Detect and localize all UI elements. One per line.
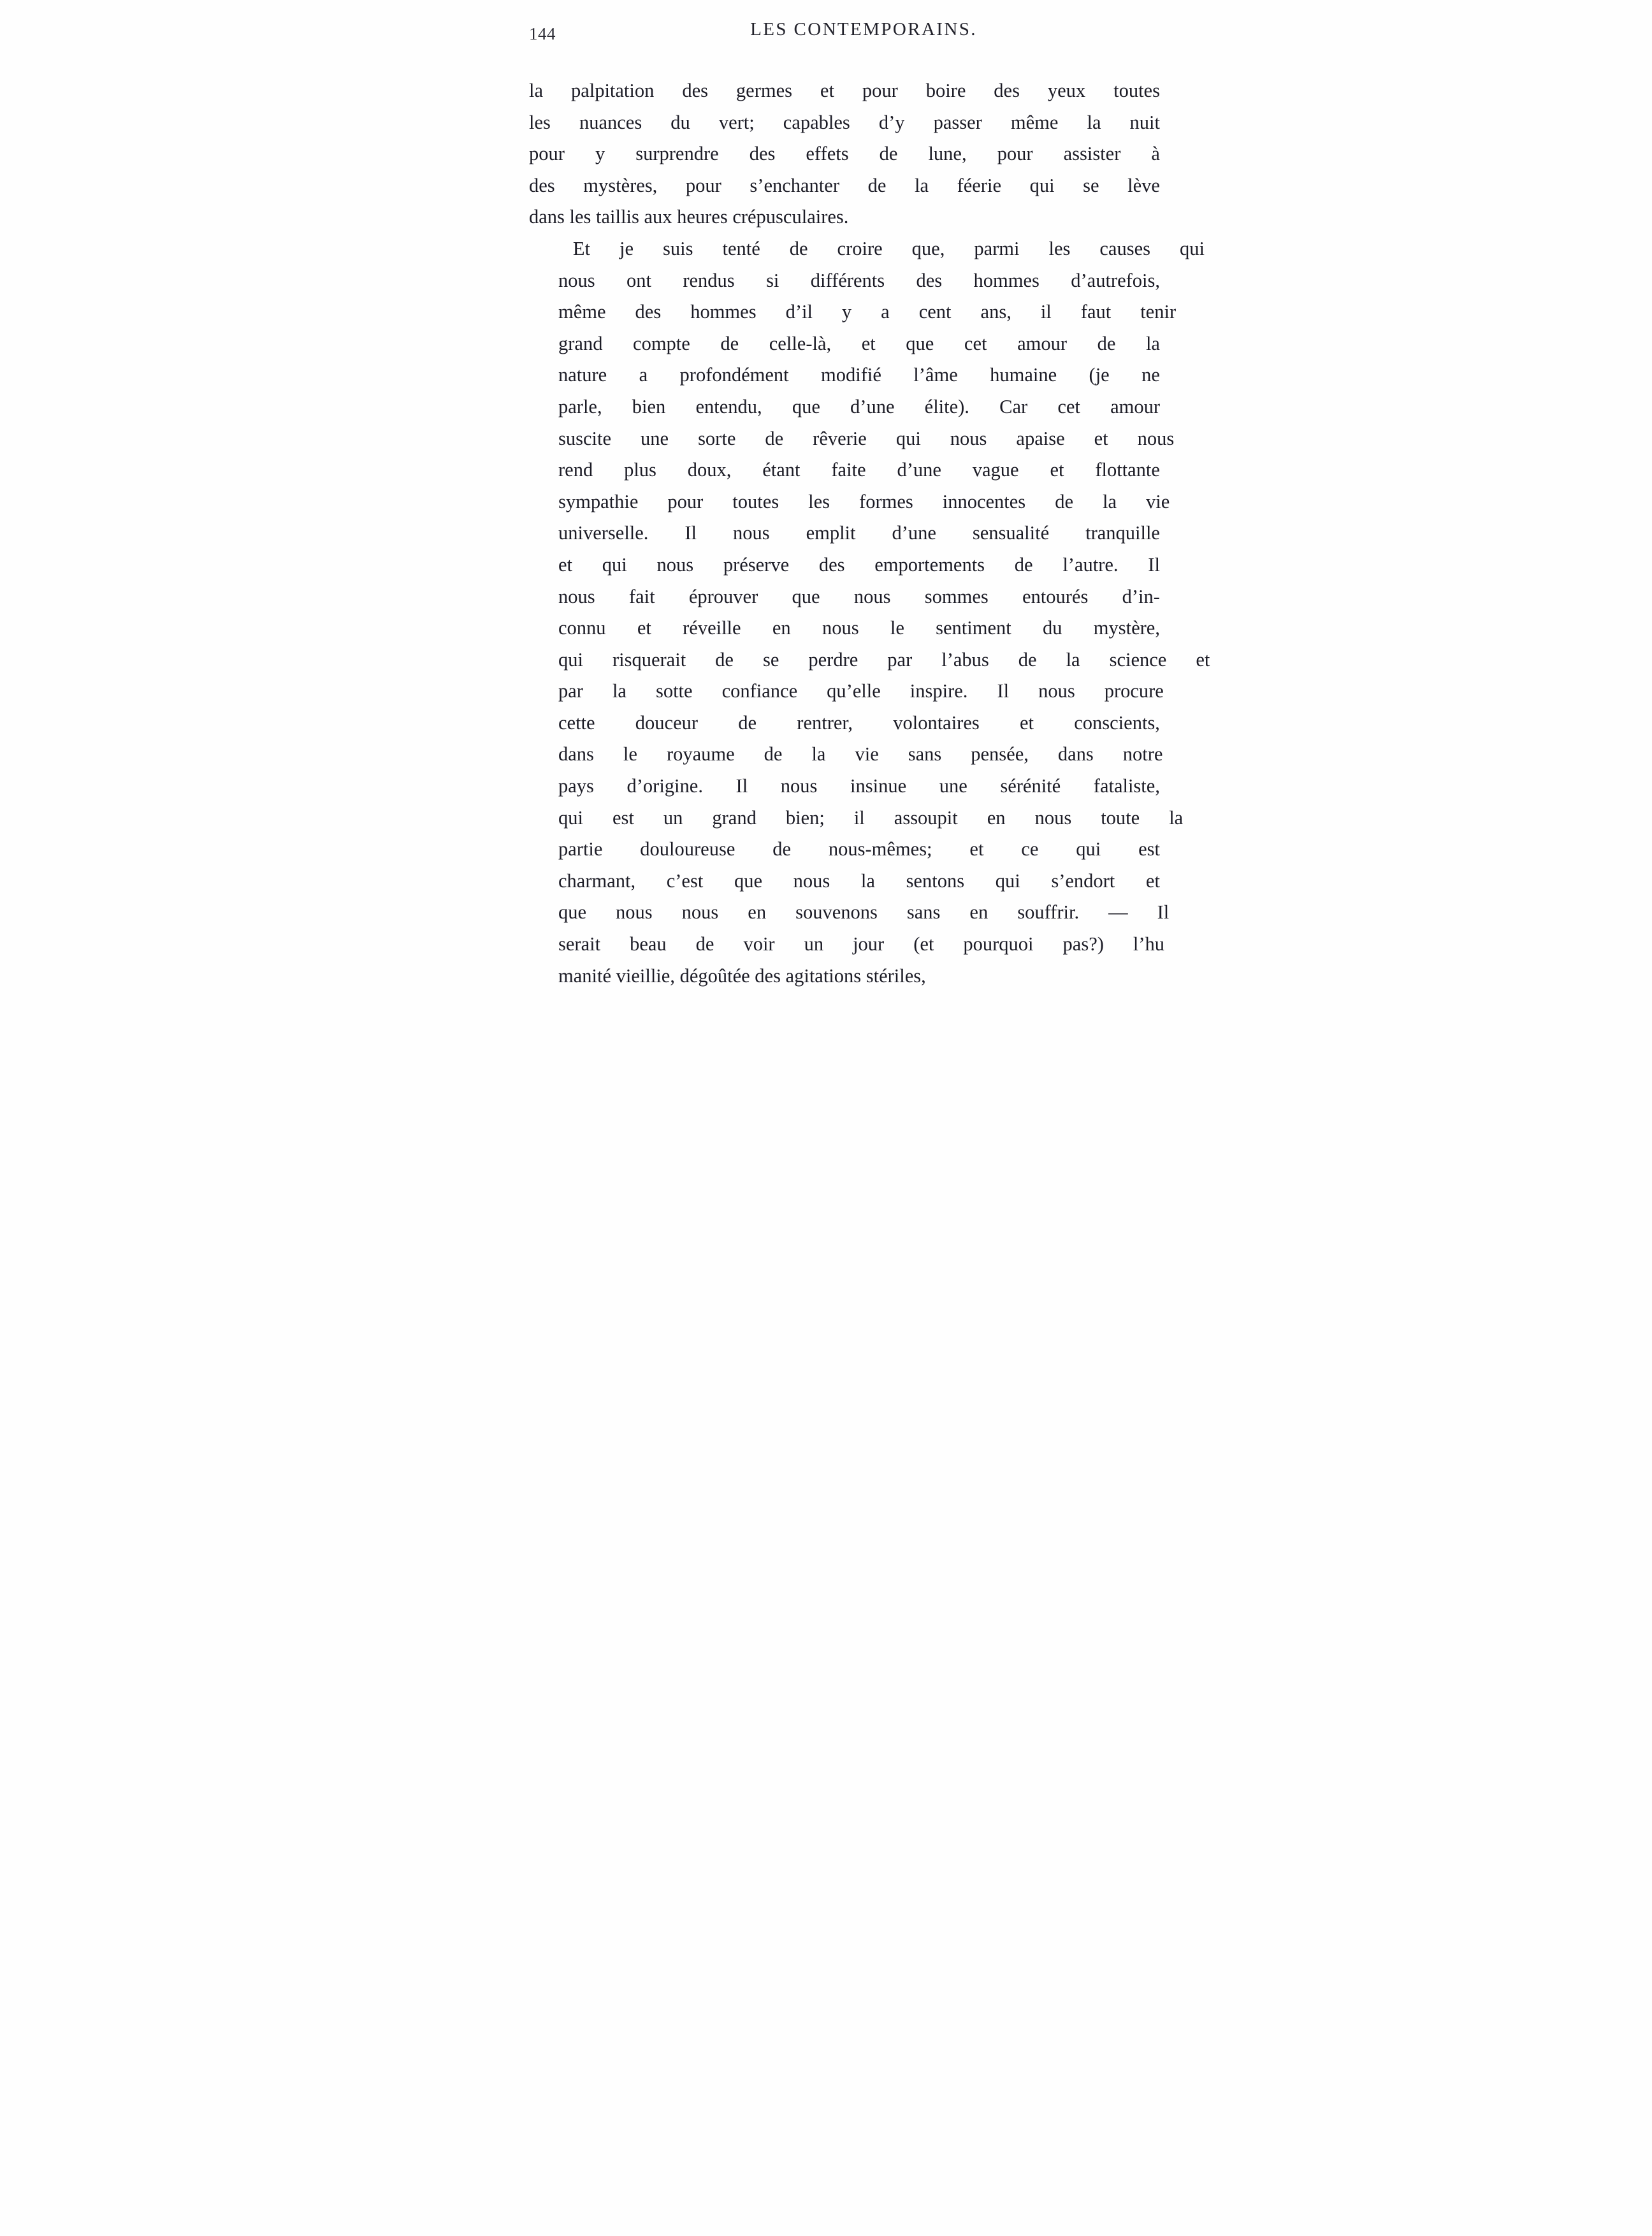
body-text	[529, 75, 1210, 992]
text-line: dans les taillis aux heures crépusculaires.	[529, 206, 849, 228]
text-line: par la sotte confiance qu’elle inspire. Il nous procure	[558, 680, 1164, 702]
text-line: pays d’origine. Il nous insinue une sérénité fataliste,	[558, 775, 1160, 797]
text-line: qui est un grand bien; il assoupit en nous toute la	[558, 806, 1184, 829]
text-line: rend plus doux, étant faite d’une vague et flottante	[558, 459, 1160, 481]
text-line: sympathie pour toutes les formes innocentes de la vie	[558, 490, 1170, 512]
text-line: suscite une sorte de rêverie qui nous apaise et nous	[558, 427, 1175, 449]
text-line: dans le royaume de la vie sans pensée, dans notre	[558, 743, 1163, 766]
text-line: nous ont rendus si différents des hommes d’autrefois,	[558, 269, 1160, 291]
text-line: des mystères, pour s’enchanter de la féerie qui se lève	[529, 174, 1160, 196]
text-line: serait beau de voir un jour (et pourquoi pas?) l’hu	[558, 933, 1165, 955]
text-line: la palpitation des germes et pour boire des yeux toutes	[529, 80, 1160, 101]
paragraph-list	[529, 75, 1210, 992]
paragraph	[529, 233, 1210, 992]
text-line: parle, bien entendu, que d’une élite). Car cet amour	[558, 395, 1160, 417]
text-line: charmant, c’est que nous la sentons qui s’endort et	[558, 869, 1160, 892]
text-line: que nous nous en souvenons sans en souffrir. — Il	[558, 901, 1170, 924]
text-line: universelle. Il nous emplit d’une sensualité tranquille	[558, 522, 1160, 544]
text-line: nous fait éprouver que nous sommes entourés d’in-	[558, 585, 1160, 607]
text-line: Et je suis tenté de croire que, parmi les causes qui	[558, 237, 1205, 259]
paragraph	[529, 75, 1160, 233]
text-column	[529, 19, 1210, 992]
text-line: et qui nous préserve des emportements de l’autre. Il	[558, 553, 1160, 576]
text-line: partie douloureuse de nous-mêmes; et ce qui est	[558, 838, 1160, 860]
text-line: les nuances du vert; capables d’y passer même la nuit	[529, 111, 1160, 133]
text-line: même des hommes d’il y a cent ans, il faut tenir	[558, 301, 1177, 323]
running-head	[529, 19, 1160, 57]
text-line: pour y surprendre des effets de lune, pour assister à	[529, 143, 1160, 165]
text-line: connu et réveille en nous le sentiment du mystère,	[558, 617, 1160, 639]
running-head-title: LES CONTEMPORAINS.	[750, 19, 977, 40]
page-number: 144	[529, 24, 556, 43]
text-line: qui risquerait de se perdre par l’abus de la science et	[558, 648, 1210, 671]
text-line: manité vieillie, dégoûtée des agitations stériles,	[558, 964, 926, 987]
text-line: grand compte de celle-là, et que cet amour de la	[558, 332, 1160, 354]
text-line: nature a profondément modifié l’âme humaine (je ne	[558, 364, 1160, 386]
text-line: cette douceur de rentrer, volontaires et conscients,	[558, 711, 1160, 734]
